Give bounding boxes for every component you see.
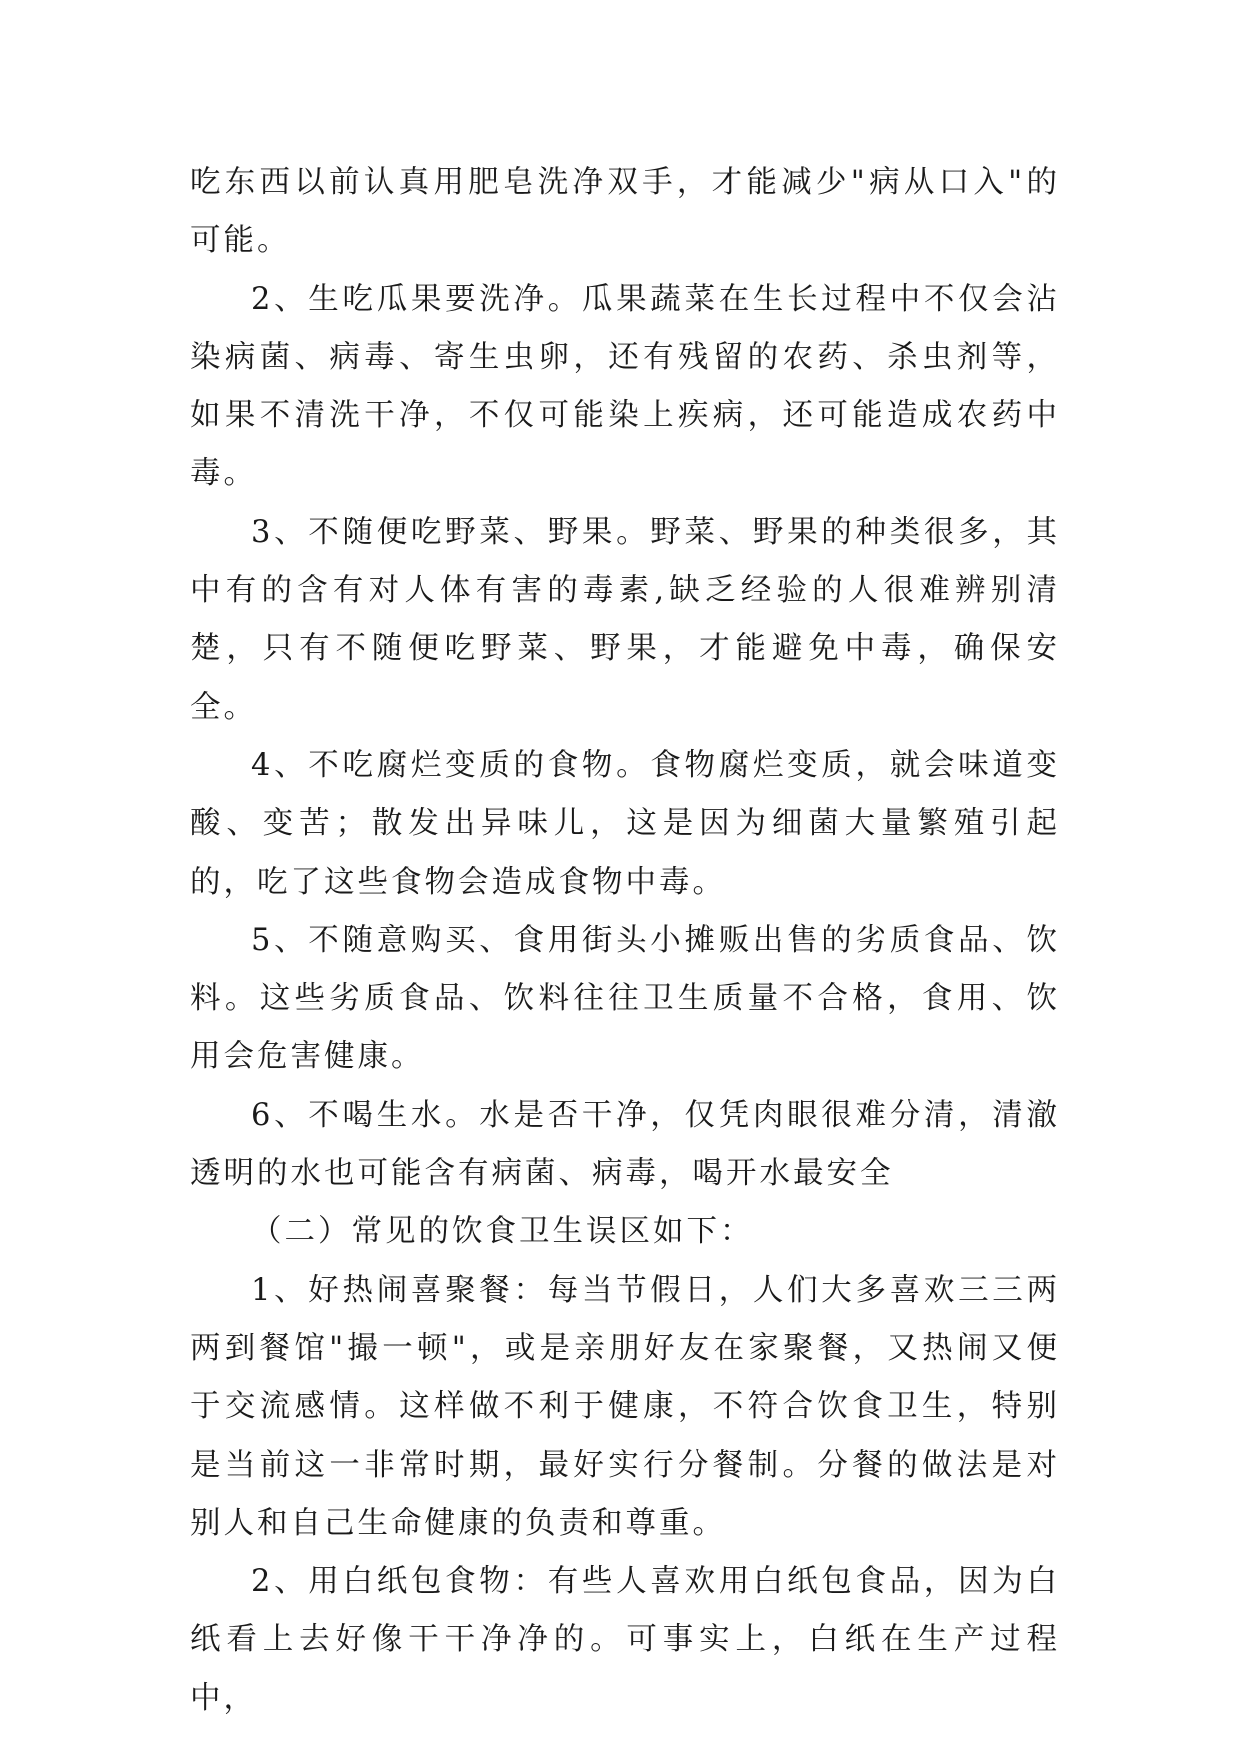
paragraph-item-5: 5、不随意购买、食用街头小摊贩出售的劣质食品、饮料。这些劣质食品、饮料往往卫生质量不合格，食用、饮用会危害健康。 (190, 922, 1060, 1075)
paragraph-misconception-2: 2、用白纸包食物：有些人喜欢用白纸包食品，因为白纸看上去好像干干净净的。可事实上，白纸在生产过程中， (190, 1564, 1060, 1716)
paragraph-item-2: 2、生吃瓜果要洗净。瓜果蔬菜在生长过程中不仅会沾染病菌、病毒、寄生虫卵，还有残留的农药、杀虫剂等，如果不清洗干净，不仅可能染上疾病，还可能造成农药中毒。 (190, 281, 1060, 492)
paragraph-item-4: 4、不吃腐烂变质的食物。食物腐烂变质，就会味道变酸、变苦；散发出异味儿，这是因为细菌大量繁殖引起的，吃了这些食物会造成食物中毒。 (190, 747, 1060, 900)
section-subheading: （二）常见的饮食卫生误区如下： (251, 1214, 754, 1250)
document-body (190, 154, 1060, 1728)
paragraph-item-6: 6、不喝生水。水是否干净，仅凭肉眼很难分清，清澈透明的水也可能含有病菌、病毒，喝开水最安全 (190, 1097, 1060, 1192)
paragraph-item-3: 3、不随便吃野菜、野果。野菜、野果的种类很多，其中有的含有对人体有害的毒素,缺乏经验的人很难辨别清楚，只有不随便吃野菜、野果，才能避免中毒，确保安全。 (190, 514, 1060, 725)
paragraph-misconception-1: 1、好热闹喜聚餐：每当节假日，人们大多喜欢三三两两到餐馆"撮一顿"，或是亲朋好友在家聚餐，又热闹又便于交流感情。这样做不利于健康，不符合饮食卫生，特别是当前这一非常时期，最好实行分餐制。分餐的做法是对别人和自己生命健康的负责和尊重。 (190, 1272, 1060, 1541)
paragraph-continuation: 吃东西以前认真用肥皂洗净双手，才能减少"病从口入"的可能。 (190, 165, 1060, 259)
